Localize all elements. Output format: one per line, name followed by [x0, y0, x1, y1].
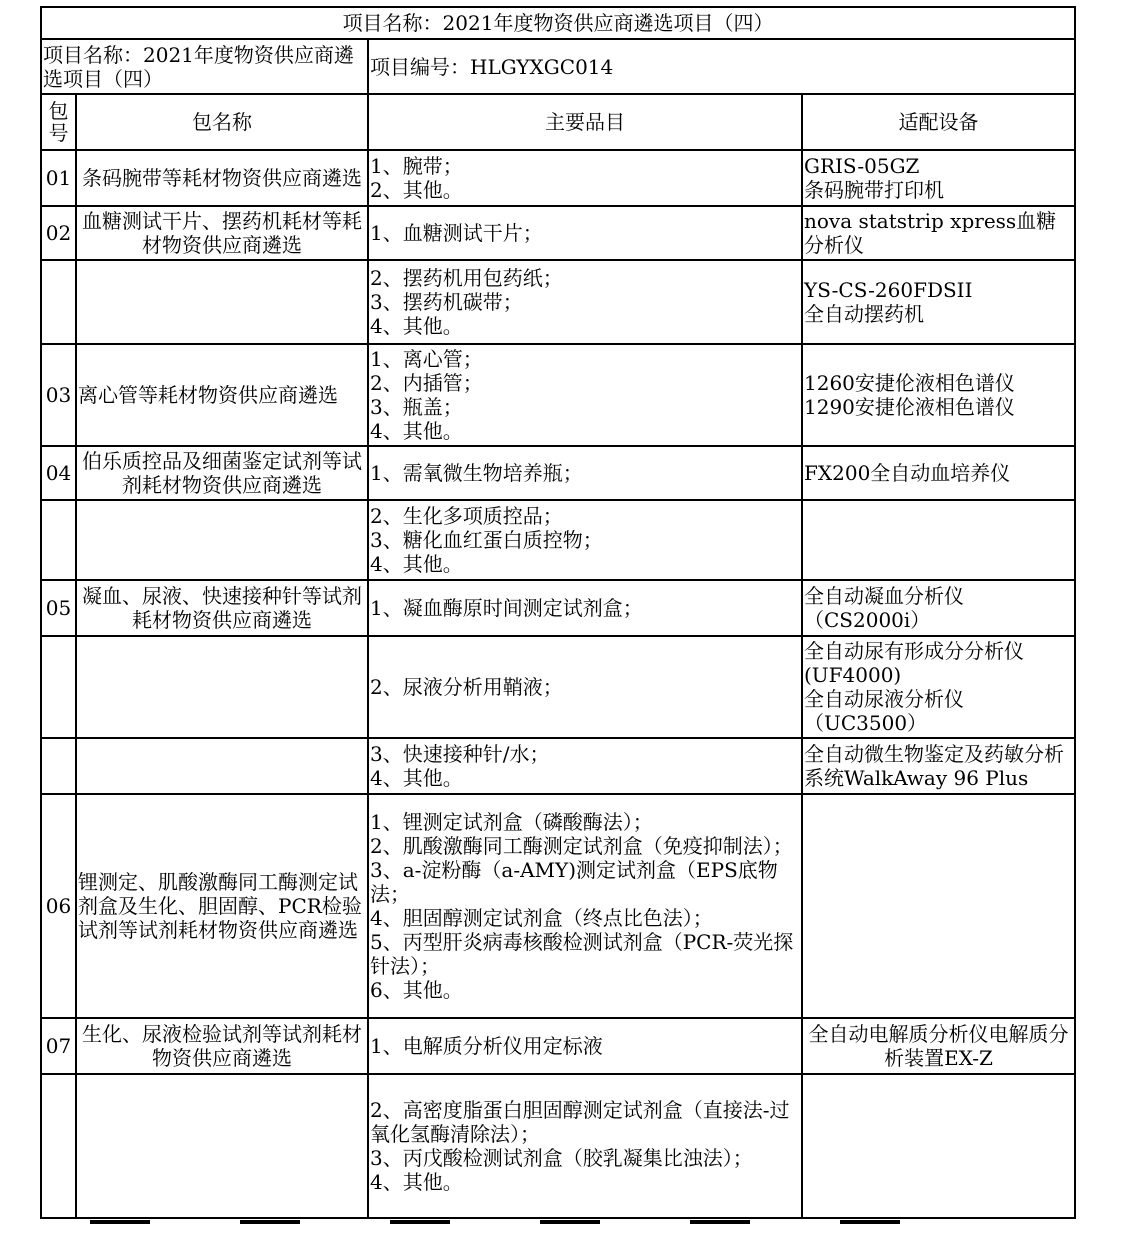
- compatible-equipment: [802, 150, 1075, 206]
- project-info-row: [41, 39, 1075, 94]
- project-code-cell: 项目编号：HLGYXGC014: [368, 39, 1075, 94]
- item-line: 1、凝血酶原时间测定试剂盒；: [370, 596, 643, 620]
- item-line: 2、其他。: [370, 178, 463, 202]
- table-row: [41, 794, 1075, 1018]
- main-items: [368, 500, 802, 580]
- table-row: [41, 580, 1075, 636]
- table-row: [41, 344, 1075, 446]
- equipment-line: YS-CS-260FDSII: [804, 278, 973, 302]
- equipment-line: 1290安捷伦液相色谱仪: [804, 395, 1015, 419]
- main-items: [368, 260, 802, 344]
- equipment-line: （UC3500）: [804, 711, 928, 735]
- package-number: [41, 1074, 76, 1218]
- table-title: 项目名称：2021年度物资供应商遴选项目（四）: [41, 7, 1075, 39]
- main-items: [368, 446, 802, 500]
- package-name: [76, 260, 368, 344]
- package-number: [41, 260, 76, 344]
- compatible-equipment: [802, 738, 1075, 794]
- package-name: [76, 500, 368, 580]
- item-line: 3、糖化血红蛋白质控物；: [370, 528, 603, 552]
- item-line: 1、血糖测试干片；: [370, 221, 543, 245]
- compatible-equipment: [802, 1074, 1075, 1218]
- package-name: 伯乐质控品及细菌鉴定试剂等试剂耗材物资供应商遴选: [76, 446, 368, 500]
- main-items: [368, 150, 802, 206]
- compatible-equipment: [802, 794, 1075, 1018]
- item-line: 4、其他。: [370, 314, 463, 338]
- item-line: 1、需氧微生物培养瓶；: [370, 461, 583, 485]
- package-number: 06: [41, 794, 76, 1018]
- item-line: 1、离心管；: [370, 347, 483, 371]
- package-number: 04: [41, 446, 76, 500]
- package-name: 条码腕带等耗材物资供应商遴选: [76, 150, 368, 206]
- item-line: 2、内插管；: [370, 371, 483, 395]
- main-items: [368, 738, 802, 794]
- package-number: 03: [41, 344, 76, 446]
- compatible-equipment: [802, 446, 1075, 500]
- table-row: [41, 206, 1075, 260]
- item-line: 2、摆药机用包药纸；: [370, 266, 563, 290]
- column-header-row: [41, 94, 1075, 150]
- main-items: [368, 1074, 802, 1218]
- equipment-line: 全自动凝血分析仪: [804, 584, 964, 608]
- item-line: 2、生化多项质控品；: [370, 504, 563, 528]
- item-line: 4、其他。: [370, 419, 463, 443]
- package-name: 锂测定、肌酸激酶同工酶测定试剂盒及生化、胆固醇、PCR检验试剂等试剂耗材物资供应商遴选: [76, 794, 368, 1018]
- col-header-pkg-no: 包号: [41, 94, 76, 150]
- compatible-equipment: [802, 1018, 1075, 1074]
- item-line: 1、锂测定试剂盒（磷酸酶法）；: [370, 810, 653, 834]
- next-page-fragment: [90, 1220, 1090, 1260]
- main-items: [368, 636, 802, 738]
- item-line: 3、瓶盖；: [370, 395, 463, 419]
- equipment-line: 全自动微生物鉴定及药敏分析系统WalkAway 96 Plus: [804, 742, 1064, 790]
- item-line: 2、高密度脂蛋白胆固醇测定试剂盒（直接法-过氧化氢酶清除法）；: [370, 1098, 790, 1146]
- item-line: 3、摆药机碳带；: [370, 290, 523, 314]
- main-items: [368, 206, 802, 260]
- equipment-line: 条码腕带打印机: [804, 178, 944, 202]
- equipment-line: 全自动尿液分析仪: [804, 687, 964, 711]
- package-name: [76, 1074, 368, 1218]
- item-line: 3、丙戊酸检测试剂盒（胶乳凝集比浊法）；: [370, 1146, 753, 1170]
- package-number: 05: [41, 580, 76, 636]
- compatible-equipment: [802, 260, 1075, 344]
- equipment-line: 1260安捷伦液相色谱仪: [804, 371, 1015, 395]
- table-row: [41, 738, 1075, 794]
- main-items: [368, 344, 802, 446]
- table-row: [41, 1018, 1075, 1074]
- package-number: 02: [41, 206, 76, 260]
- main-items: [368, 1018, 802, 1074]
- item-line: 1、腕带；: [370, 154, 463, 178]
- equipment-line: 全自动摆药机: [804, 302, 924, 326]
- item-line: 4、其他。: [370, 1170, 463, 1194]
- item-line: 4、其他。: [370, 766, 463, 790]
- title-row: [41, 7, 1075, 39]
- package-name: [76, 636, 368, 738]
- equipment-line: （CS2000i）: [804, 608, 931, 632]
- col-header-pkg-name: 包名称: [76, 94, 368, 150]
- package-number: 07: [41, 1018, 76, 1074]
- item-line: 3、a-淀粉酶（a-AMY)测定试剂盒（EPS底物法；: [370, 858, 778, 906]
- equipment-line: nova statstrip xpress血糖分析仪: [804, 209, 1057, 257]
- equipment-line: (UF4000): [804, 663, 902, 687]
- item-line: 1、电解质分析仪用定标液: [370, 1034, 603, 1058]
- package-name: 生化、尿液检验试剂等试剂耗材物资供应商遴选: [76, 1018, 368, 1074]
- compatible-equipment: [802, 500, 1075, 580]
- equipment-line: FX200全自动血培养仪: [804, 461, 1011, 485]
- table-row: [41, 150, 1075, 206]
- project-name-cell: 项目名称：2021年度物资供应商遴选项目（四）: [41, 39, 368, 94]
- equipment-line: 全自动尿有形成分分析仪: [804, 639, 1024, 663]
- equipment-line: 全自动电解质分析仪电解质分析装置EX-Z: [808, 1022, 1069, 1070]
- package-number: [41, 636, 76, 738]
- col-header-equipment: 适配设备: [802, 94, 1075, 150]
- procurement-table: [40, 6, 1076, 1219]
- item-line: 3、快速接种针/水；: [370, 742, 550, 766]
- compatible-equipment: [802, 580, 1075, 636]
- table-row: [41, 260, 1075, 344]
- compatible-equipment: [802, 344, 1075, 446]
- table-row: [41, 636, 1075, 738]
- item-line: 2、尿液分析用鞘液；: [370, 675, 563, 699]
- item-line: 2、肌酸激酶同工酶测定试剂盒（免疫抑制法）；: [370, 834, 793, 858]
- table-row: [41, 500, 1075, 580]
- compatible-equipment: [802, 206, 1075, 260]
- item-line: 4、其他。: [370, 552, 463, 576]
- compatible-equipment: [802, 636, 1075, 738]
- package-name: 凝血、尿液、快速接种针等试剂耗材物资供应商遴选: [76, 580, 368, 636]
- package-number: [41, 738, 76, 794]
- package-name: 离心管等耗材物资供应商遴选: [76, 344, 368, 446]
- package-number: [41, 500, 76, 580]
- package-name: [76, 738, 368, 794]
- col-header-items: 主要品目: [368, 94, 802, 150]
- item-line: 5、丙型肝炎病毒核酸检测试剂盒（PCR-荧光探针法）；: [370, 930, 794, 978]
- package-number: 01: [41, 150, 76, 206]
- item-line: 4、胆固醇测定试剂盒（终点比色法）；: [370, 906, 713, 930]
- main-items: [368, 580, 802, 636]
- equipment-line: GRIS-05GZ: [804, 154, 920, 178]
- item-line: 6、其他。: [370, 978, 463, 1002]
- table-row: [41, 446, 1075, 500]
- package-name: 血糖测试干片、摆药机耗材等耗材物资供应商遴选: [76, 206, 368, 260]
- table-row: [41, 1074, 1075, 1218]
- main-items: [368, 794, 802, 1018]
